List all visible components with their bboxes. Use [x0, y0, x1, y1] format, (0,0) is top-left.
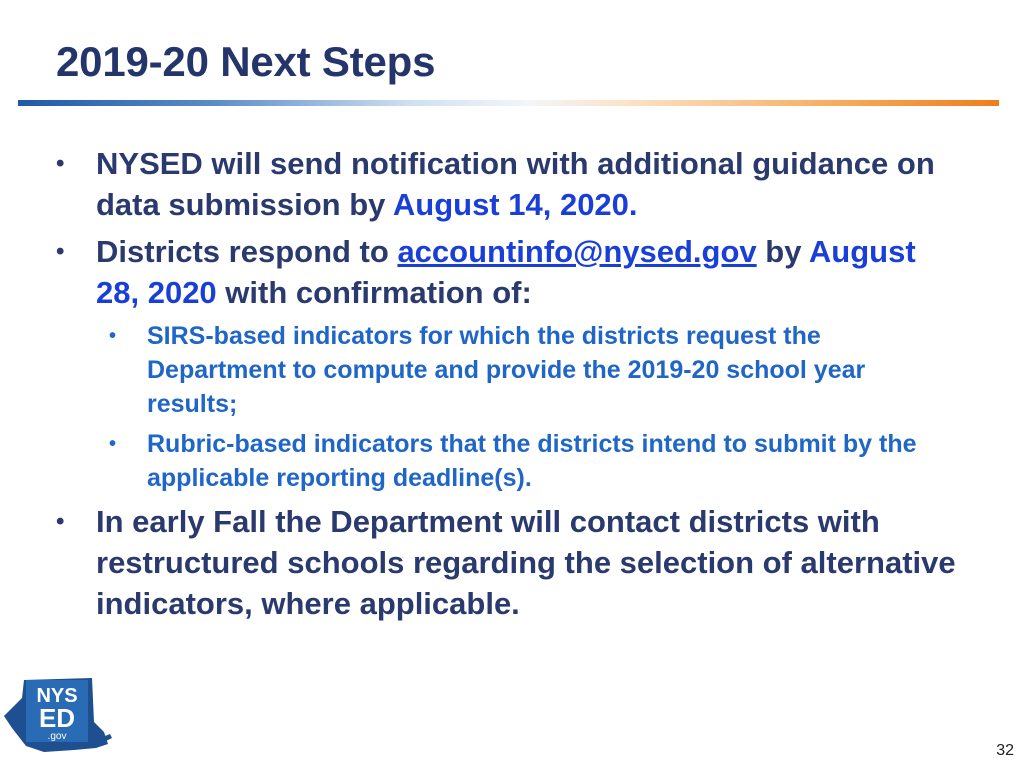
bullet-text: In early Fall the Department will contact districts with restructured schools regarding the selection of alternative indicators, where applicable. [96, 504, 956, 621]
title-gradient-rule [18, 100, 999, 106]
sub-bullet-sirs [56, 319, 956, 421]
bullet-marker: • [56, 238, 65, 265]
page-number: 32 [996, 742, 1014, 759]
sub-bullet-text: Rubric-based indicators that the districts intend to submit by the applicable reporting deadline(s). [147, 430, 917, 492]
sub-bullet-marker: • [109, 433, 117, 455]
deadline-date: August 14, 2020. [392, 187, 638, 222]
bullet-marker: • [56, 150, 65, 177]
email-link[interactable]: accountinfo@nysed.gov [397, 234, 757, 269]
bullet-text: Districts respond to [96, 234, 398, 269]
bullet-text: by [756, 234, 809, 269]
nysed-logo [4, 672, 112, 756]
sub-bullet-text: SIRS-based indicators for which the districts request the Department to compute and provide the 2019-20 school year results; [147, 322, 866, 418]
logo-gov-text: .gov [47, 731, 67, 742]
bullet-notification [56, 143, 956, 225]
sub-bullet-rubric [56, 427, 956, 495]
logo-ed-text: ED [38, 703, 76, 733]
bullet-districts-respond [56, 231, 956, 313]
slide-title: 2019-20 Next Steps [56, 38, 436, 85]
logo-nys-text: NYS [36, 685, 78, 707]
bullet-text: NYSED will send notification with additional guidance on data submission by [96, 146, 935, 222]
bullet-text: with confirmation of: [216, 275, 532, 310]
slide-content [56, 143, 956, 630]
sub-bullet-marker: • [109, 325, 117, 347]
deadline-date: August 28, 2020 [96, 234, 916, 310]
bullet-early-fall [56, 501, 956, 624]
bullet-marker: • [56, 508, 65, 535]
